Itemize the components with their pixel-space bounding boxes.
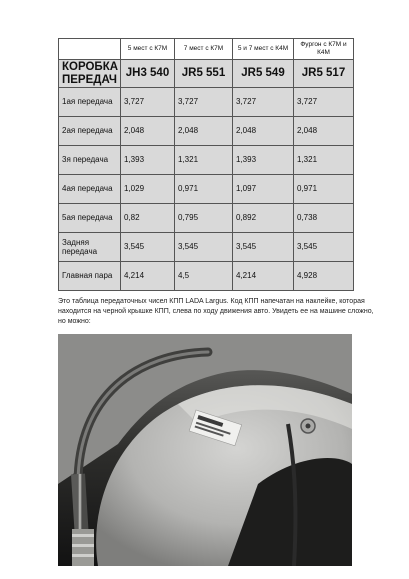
gearbox-model-code: JR5 549 xyxy=(233,60,294,88)
ratio-value: 1,321 xyxy=(175,146,233,175)
gear-label: 5ая передача xyxy=(59,204,121,233)
table-row xyxy=(59,146,354,175)
table-row xyxy=(59,175,354,204)
header-cell xyxy=(59,39,121,60)
ratio-value: 0,738 xyxy=(294,204,354,233)
gearbox-model-row xyxy=(59,60,354,88)
ratio-value: 0,82 xyxy=(121,204,175,233)
header-cell: Фургон с К7М и К4М xyxy=(294,39,354,60)
ratio-value: 2,048 xyxy=(121,117,175,146)
header-cell: 5 мест с К7М xyxy=(121,39,175,60)
ratio-value: 2,048 xyxy=(233,117,294,146)
gearbox-sticker-photo xyxy=(58,334,352,566)
ratio-value: 1,029 xyxy=(121,175,175,204)
gearbox-model-code: JR5 517 xyxy=(294,60,354,88)
ratio-value: 3,545 xyxy=(121,233,175,262)
header-cell: 7 мест с К7М xyxy=(175,39,233,60)
ratio-value: 1,393 xyxy=(121,146,175,175)
ratio-value: 0,795 xyxy=(175,204,233,233)
ratio-value: 3,545 xyxy=(294,233,354,262)
gear-label: 2ая передача xyxy=(59,117,121,146)
table-header-row xyxy=(59,39,354,60)
ratio-value: 3,545 xyxy=(175,233,233,262)
table-row xyxy=(59,262,354,291)
ratio-value: 1,097 xyxy=(233,175,294,204)
table-row xyxy=(59,204,354,233)
gearbox-model-code: JR5 551 xyxy=(175,60,233,88)
ratio-value: 0,892 xyxy=(233,204,294,233)
ratio-value: 1,321 xyxy=(294,146,354,175)
gearbox-model-code: JH3 540 xyxy=(121,60,175,88)
ratio-value: 0,971 xyxy=(294,175,354,204)
header-cell: 5 и 7 мест с К4М xyxy=(233,39,294,60)
ratio-value: 3,727 xyxy=(233,88,294,117)
gear-label: Задняя передача xyxy=(59,233,121,262)
gear-label: 4ая передача xyxy=(59,175,121,204)
table-row xyxy=(59,88,354,117)
ratio-value: 2,048 xyxy=(294,117,354,146)
table-row xyxy=(59,117,354,146)
gearbox-title: КОРОБКА ПЕРЕДАЧ xyxy=(59,60,121,88)
gear-label: Главная пара xyxy=(59,262,121,291)
caption-text: Это таблица передаточных чисел КПП LADA Largus. Код КПП напечатан на наклейке, которая находится на черной крышке КПП, слева по ходу движения авто. Увидеть ее на машине сложно, но можно: xyxy=(58,298,374,325)
ratio-value: 3,545 xyxy=(233,233,294,262)
ratio-value: 4,214 xyxy=(121,262,175,291)
ratio-value: 4,5 xyxy=(175,262,233,291)
gear-label: 3я передача xyxy=(59,146,121,175)
ratio-value: 1,393 xyxy=(233,146,294,175)
ratio-value: 0,971 xyxy=(175,175,233,204)
ratio-value: 3,727 xyxy=(175,88,233,117)
ratio-value: 3,727 xyxy=(294,88,354,117)
ratio-value: 2,048 xyxy=(175,117,233,146)
ratio-value: 3,727 xyxy=(121,88,175,117)
ratio-value: 4,214 xyxy=(233,262,294,291)
ratio-value: 4,928 xyxy=(294,262,354,291)
table-row xyxy=(59,233,354,262)
gear-ratio-table xyxy=(58,38,354,291)
gear-label: 1ая передача xyxy=(59,88,121,117)
